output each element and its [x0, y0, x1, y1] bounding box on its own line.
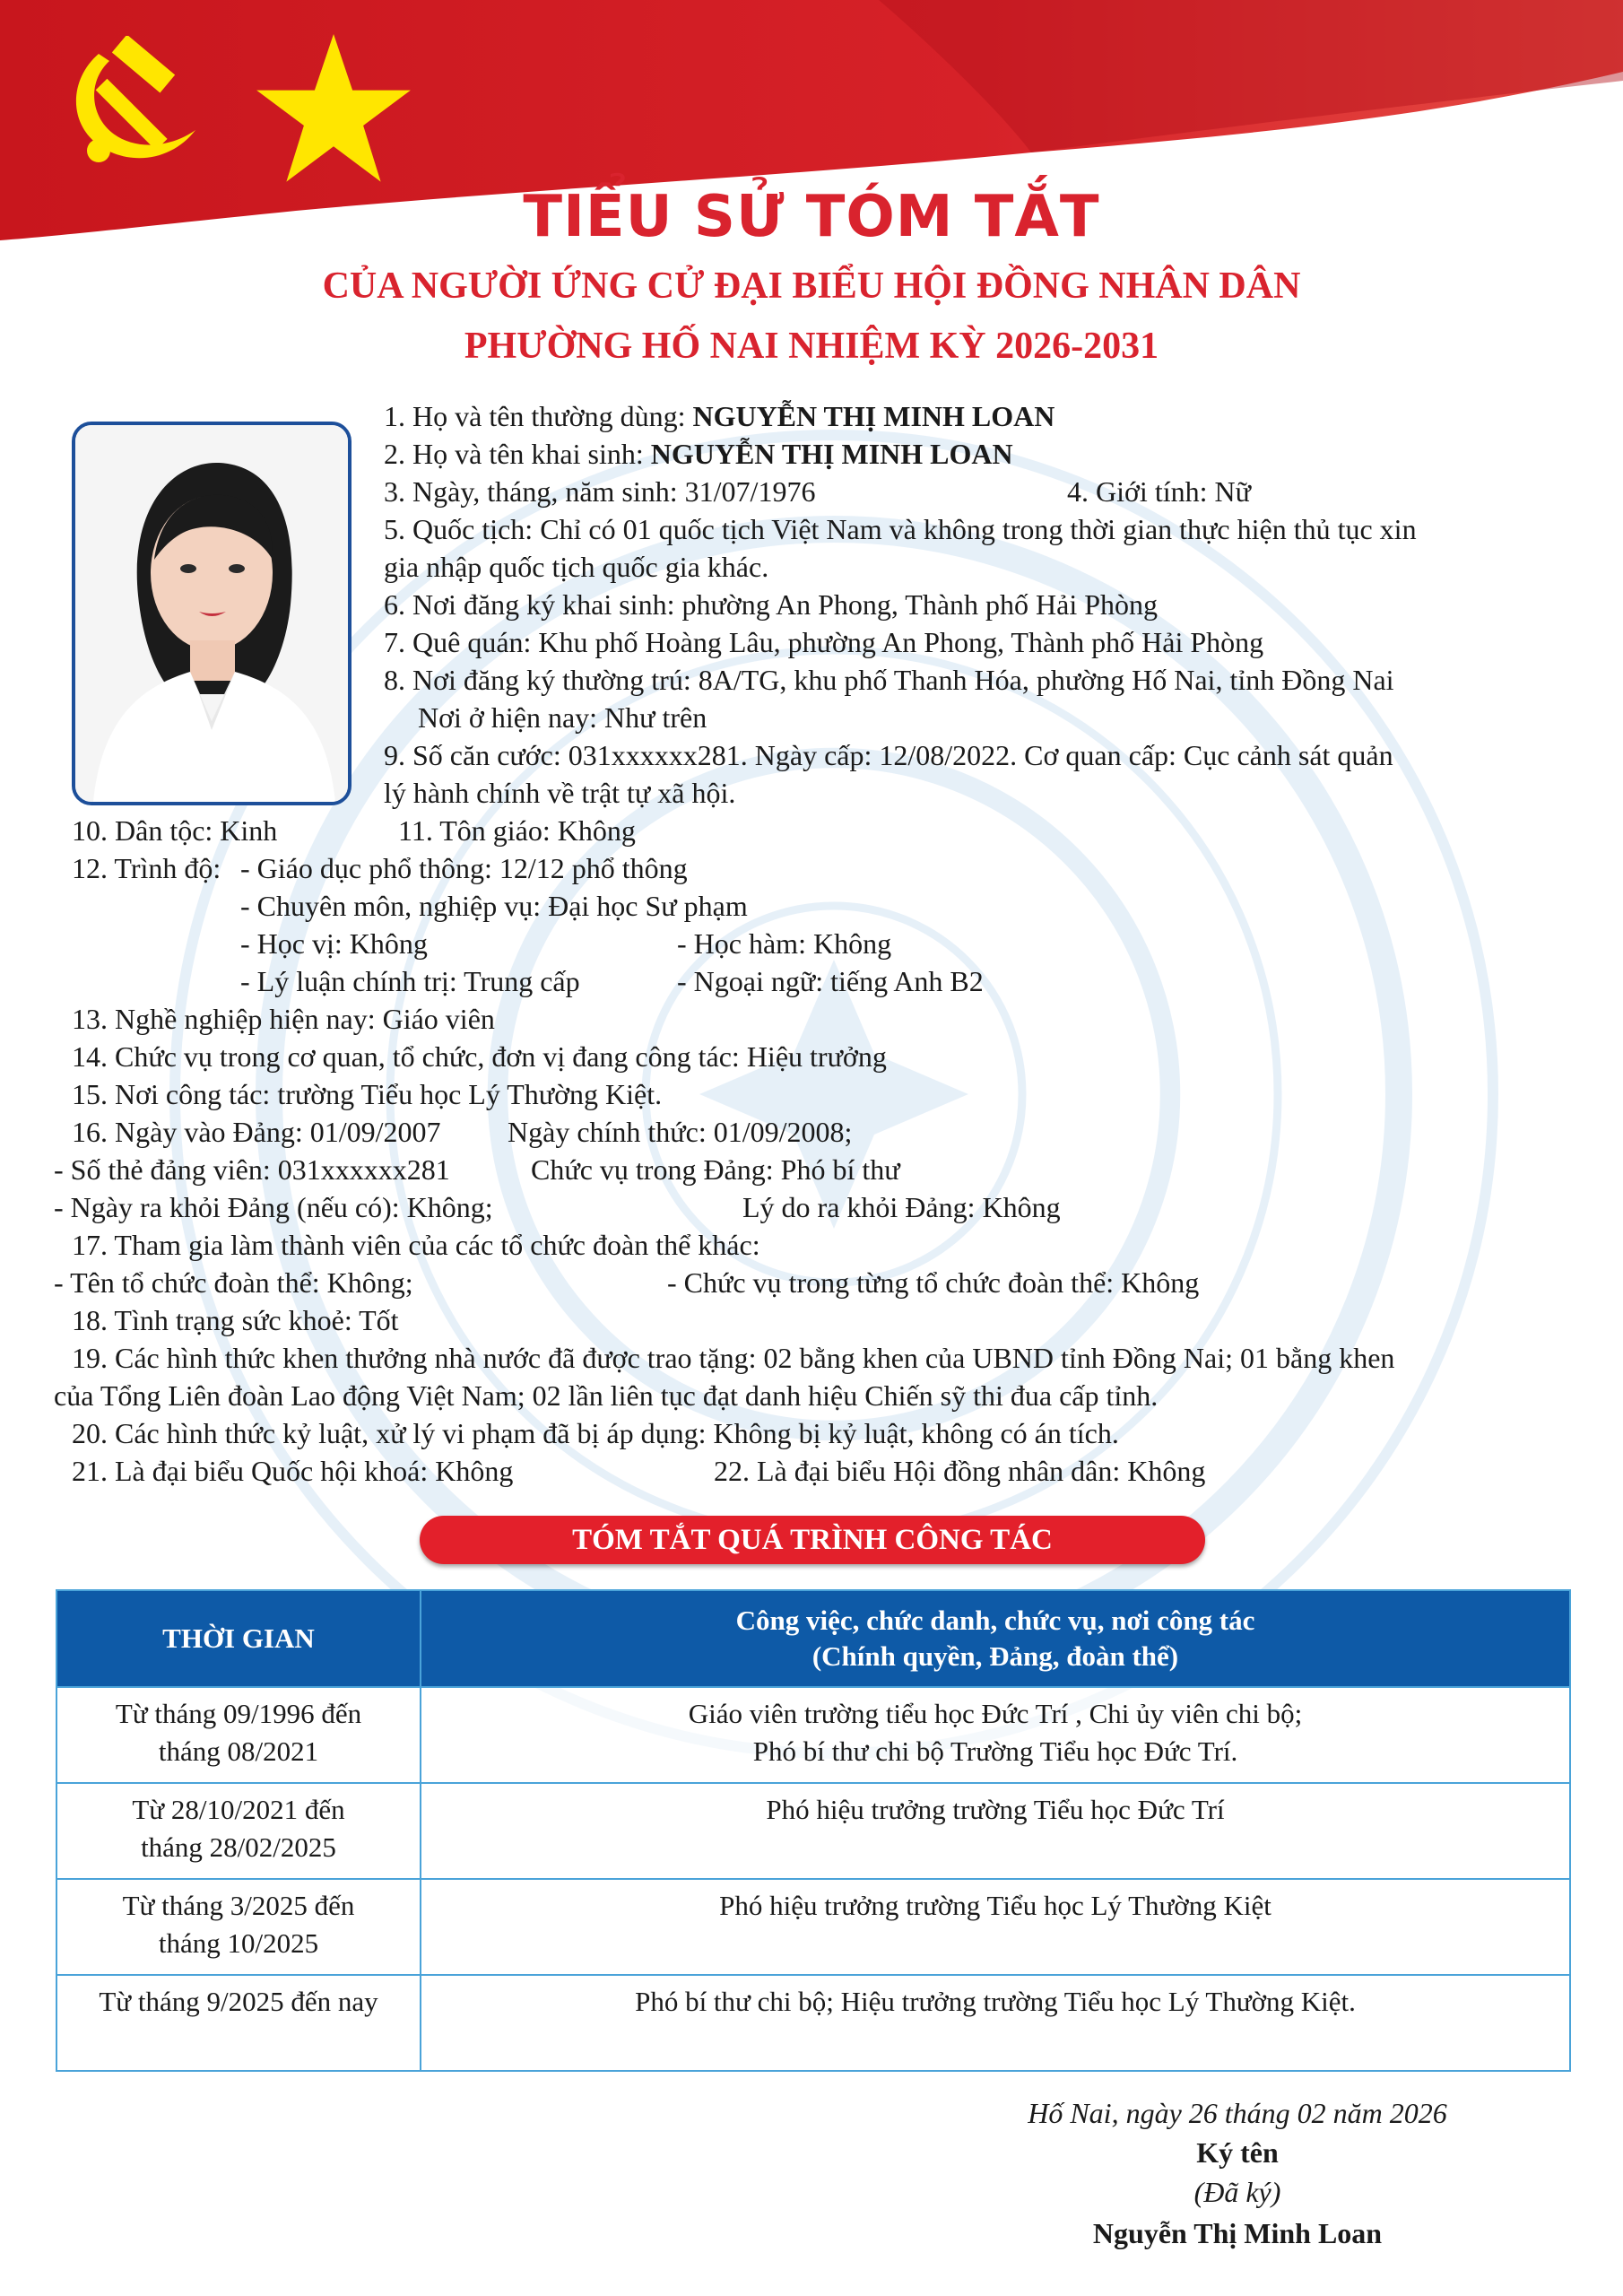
signed-note: (Đã ký) — [1193, 2176, 1281, 2208]
work-history-table — [56, 1589, 1571, 2072]
time-column-header: THỜI GIAN — [56, 1590, 421, 1687]
description-cell: Giáo viên trường tiểu học Đức Trí , Chi ủy viên chi bộ; Phó bí thư chi bộ Trường Tiểu học Đức Trí. — [421, 1687, 1570, 1783]
time-cell: Từ tháng 9/2025 đến nay — [56, 1975, 421, 2071]
star-icon — [253, 34, 414, 187]
bio-date-of-birth: 3. Ngày, tháng, năm sinh: 31/07/1976 — [384, 475, 816, 508]
bio-degree: - Học vị: Không — [240, 927, 428, 960]
bio-id-card-cont: lý hành chính về trật tự xã hội. — [384, 777, 736, 809]
bio-ethnicity: 10. Dân tộc: Kinh — [72, 814, 278, 847]
place-date: Hố Nai, ngày 26 tháng 02 năm 2026 — [1028, 2097, 1447, 2129]
bio-id-card: 9. Số căn cước: 031xxxxxx281. Ngày cấp: 12/08/2022. Cơ quan cấp: Cục cảnh sát quản — [384, 739, 1393, 771]
time-cell: Từ 28/10/2021 đến tháng 28/02/2025 — [56, 1783, 421, 1879]
bio-general-education: - Giáo dục phổ thông: 12/12 phổ thông — [240, 852, 688, 884]
bio-awards-cont: của Tổng Liên đoàn Lao động Việt Nam; 02 lần liên tục đạt danh hiệu Chiến sỹ thi đua cấp tỉnh. — [54, 1379, 1159, 1412]
bio-current-residence: Nơi ở hiện nay: Như trên — [418, 701, 707, 734]
description-cell: Phó hiệu trưởng trường Tiểu học Lý Thường Kiệt — [421, 1879, 1570, 1975]
bio-organization-position: - Chức vụ trong từng tổ chức đoàn thể: Không — [667, 1266, 1200, 1299]
bio-birth-name: 2. Họ và tên khai sinh: NGUYỄN THỊ MINH LOAN — [384, 438, 1013, 470]
bio-birth-registration: 6. Nơi đăng ký khai sinh: phường An Phong, Thành phố Hải Phòng — [384, 588, 1159, 621]
hammer-sickle-icon — [63, 36, 206, 170]
subtitle-line-2: PHƯỜNG HỐ NAI NHIỆM KỲ 2026-2031 — [464, 326, 1159, 367]
bio-nationality-cont: gia nhập quốc tịch quốc gia khác. — [384, 551, 769, 583]
bio-hometown: 7. Quê quán: Khu phố Hoàng Lâu, phường An Phong, Thành phố Hải Phòng — [384, 626, 1264, 658]
candidate-portrait — [72, 422, 352, 805]
table-row — [56, 1975, 1570, 2071]
bio-peoples-council: 22. Là đại biểu Hội đồng nhân dân: Không — [714, 1455, 1206, 1487]
bio-organizations: 17. Tham gia làm thành viên của các tổ chức đoàn thể khác: — [72, 1229, 760, 1261]
time-cell: Từ tháng 3/2025 đến tháng 10/2025 — [56, 1879, 421, 1975]
description-column-header: Công việc, chức danh, chức vụ, nơi công tác (Chính quyền, Đảng, đoàn thể) — [421, 1590, 1570, 1687]
bio-professional-education: - Chuyên môn, nghiệp vụ: Đại học Sư phạm — [240, 890, 748, 922]
bio-academic-title: - Học hàm: Không — [677, 927, 892, 960]
document-title: TIỂU SỬ TÓM TẮT — [523, 184, 1100, 250]
time-cell: Từ tháng 09/1996 đến tháng 08/2021 — [56, 1687, 421, 1783]
bio-nationality: 5. Quốc tịch: Chỉ có 01 quốc tịch Việt Nam và không trong thời gian thực hiện thủ tục xin — [384, 513, 1417, 545]
bio-education-label: 12. Trình độ: — [72, 852, 221, 884]
table-row — [56, 1687, 1570, 1783]
bio-awards: 19. Các hình thức khen thưởng nhà nước đã được trao tặng: 02 bằng khen của UBND tỉnh Đồng Nai; 01 bằng khen — [72, 1342, 1395, 1374]
table-row — [56, 1783, 1570, 1879]
subtitle-line-1: CỦA NGƯỜI ỨNG CỬ ĐẠI BIỂU HỘI ĐỒNG NHÂN DÂN — [322, 265, 1301, 307]
table-row — [56, 1879, 1570, 1975]
bio-workplace: 15. Nơi công tác: trường Tiểu học Lý Thường Kiệt. — [72, 1078, 663, 1110]
signer-name: Nguyễn Thị Minh Loan — [1092, 2217, 1383, 2249]
bio-party-card: - Số thẻ đảng viên: 031xxxxxx281 — [54, 1153, 450, 1186]
description-cell: Phó bí thư chi bộ; Hiệu trưởng trường Tiểu học Lý Thường Kiệt. — [421, 1975, 1570, 2071]
work-history-banner: TÓM TẮT QUÁ TRÌNH CÔNG TÁC — [420, 1516, 1205, 1564]
bio-religion: 11. Tôn giáo: Không — [398, 814, 636, 847]
bio-discipline: 20. Các hình thức kỷ luật, xử lý vi phạm đã bị áp dụng: Không bị kỷ luật, không có án tích. — [72, 1417, 1119, 1449]
bio-party-join-date: 16. Ngày vào Đảng: 01/09/2007 — [72, 1116, 441, 1148]
bio-organization-name: - Tên tổ chức đoàn thể: Không; — [54, 1266, 413, 1299]
bio-occupation: 13. Nghề nghiệp hiện nay: Giáo viên — [72, 1003, 495, 1035]
description-cell: Phó hiệu trưởng trường Tiểu học Đức Trí — [421, 1783, 1570, 1879]
bio-political-theory: - Lý luận chính trị: Trung cấp — [240, 965, 580, 997]
bio-common-name: 1. Họ và tên thường dùng: NGUYỄN THỊ MINH LOAN — [384, 400, 1055, 432]
bio-party-leave-date: - Ngày ra khỏi Đảng (nếu có): Không; — [54, 1191, 493, 1223]
bio-national-assembly: 21. Là đại biểu Quốc hội khoá: Không — [72, 1455, 514, 1487]
table-header-row — [56, 1590, 1570, 1687]
bio-gender: 4. Giới tính: Nữ — [1067, 475, 1251, 508]
sign-label: Ký tên — [1196, 2136, 1279, 2169]
bio-party-official-date: Ngày chính thức: 01/09/2008; — [508, 1116, 853, 1148]
bio-party-position: Chức vụ trong Đảng: Phó bí thư — [531, 1153, 900, 1186]
bio-foreign-language: - Ngoại ngữ: tiếng Anh B2 — [677, 965, 984, 997]
bio-party-leave-reason: Lý do ra khỏi Đảng: Không — [742, 1191, 1061, 1223]
bio-position: 14. Chức vụ trong cơ quan, tổ chức, đơn vị đang công tác: Hiệu trưởng — [72, 1040, 887, 1073]
bio-permanent-residence: 8. Nơi đăng ký thường trú: 8A/TG, khu phố Thanh Hóa, phường Hố Nai, tỉnh Đồng Nai — [384, 664, 1394, 696]
bio-health: 18. Tình trạng sức khoẻ: Tốt — [72, 1304, 399, 1336]
